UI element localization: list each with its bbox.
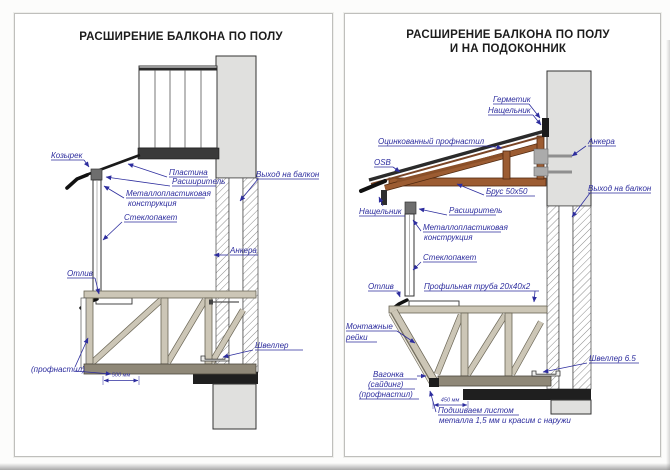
flashing-strip: [542, 118, 549, 137]
panel-floor-extension: [14, 13, 333, 457]
dim-500-label: 500 мм: [111, 372, 131, 379]
page-edge-shadow-bottom: [0, 463, 670, 470]
label-podshiv-2: металла 1,5 мм и красим с наружи: [439, 416, 571, 425]
label-metal-2: конструкция: [128, 199, 177, 208]
right-title-1: РАСШИРЕНИЕ БАЛКОНА ПО ПОЛУ: [406, 29, 610, 41]
label-steklopaket: Стеклопакет: [423, 253, 477, 262]
label-metal-1: Металлопластиковая: [126, 189, 211, 198]
label-montazh-2: рейки: [346, 333, 368, 342]
label-otliv: Отлив: [67, 269, 93, 278]
support-truss: [389, 306, 551, 387]
label-metal-2: конструкция: [424, 233, 473, 242]
label-podshiv-1: Подшиваем листом: [438, 406, 514, 415]
left-diagram: [15, 14, 332, 456]
balcony-railing: [138, 66, 219, 159]
label-plastina: Пластина: [169, 168, 208, 177]
label-ankera: Анкера: [230, 246, 257, 255]
label-truba: Профильная труба 20х40х2: [424, 282, 531, 291]
label-rasshiritel: Расширитель: [172, 177, 226, 186]
label-nashchelnik-top: Нащельник: [488, 106, 531, 115]
label-vagonka-3: (профнастил): [359, 390, 413, 399]
wall-section: [463, 71, 591, 414]
label-montazh-1: Монтажные: [346, 322, 393, 331]
label-vyhod: Выход на балкон: [256, 170, 320, 179]
label-vyhod: Выход на балкон: [588, 184, 652, 193]
label-steklopaket: Стеклопакет: [124, 213, 178, 222]
roof-structure: [361, 118, 572, 205]
dim-450-label: 450 мм: [440, 397, 460, 404]
label-metal-1: Металлопластиковая: [423, 223, 508, 232]
expander-block: [405, 202, 416, 214]
page-edge-shadow-right: [666, 40, 670, 470]
label-ocink: Оцинкованный профнастил: [378, 137, 485, 146]
label-shveller: Швеллер: [255, 341, 289, 350]
left-callouts: [31, 151, 320, 374]
label-shveller: Швеллер 6.5: [589, 354, 636, 363]
left-title: РАСШИРЕНИЕ БАЛКОНА ПО ПОЛУ: [79, 31, 283, 43]
right-title-2: И НА ПОДОКОННИК: [449, 43, 567, 55]
window-frame: [93, 180, 101, 296]
label-brus: Брус 50x50: [486, 187, 528, 196]
right-diagram: [345, 14, 660, 456]
label-rasshiritel: Расширитель: [449, 206, 503, 215]
label-osb: OSB: [374, 158, 391, 167]
label-germetik: Герметик: [493, 95, 531, 104]
label-profnastil: (профнастил): [31, 365, 85, 374]
label-nashchelnik-left: Нащельник: [359, 207, 402, 216]
label-kozyrek: Козырек: [51, 151, 83, 160]
label-vagonka-1: Вагонка: [373, 370, 404, 379]
label-otliv: Отлив: [368, 282, 394, 291]
label-vagonka-2: (сайдинг): [368, 380, 404, 389]
panel-floor-and-sill-extension: [344, 13, 661, 457]
label-ankera: Анкера: [588, 137, 615, 146]
window-frame: [405, 202, 416, 296]
expander-block: [91, 169, 102, 180]
side-cladding: [81, 298, 86, 368]
